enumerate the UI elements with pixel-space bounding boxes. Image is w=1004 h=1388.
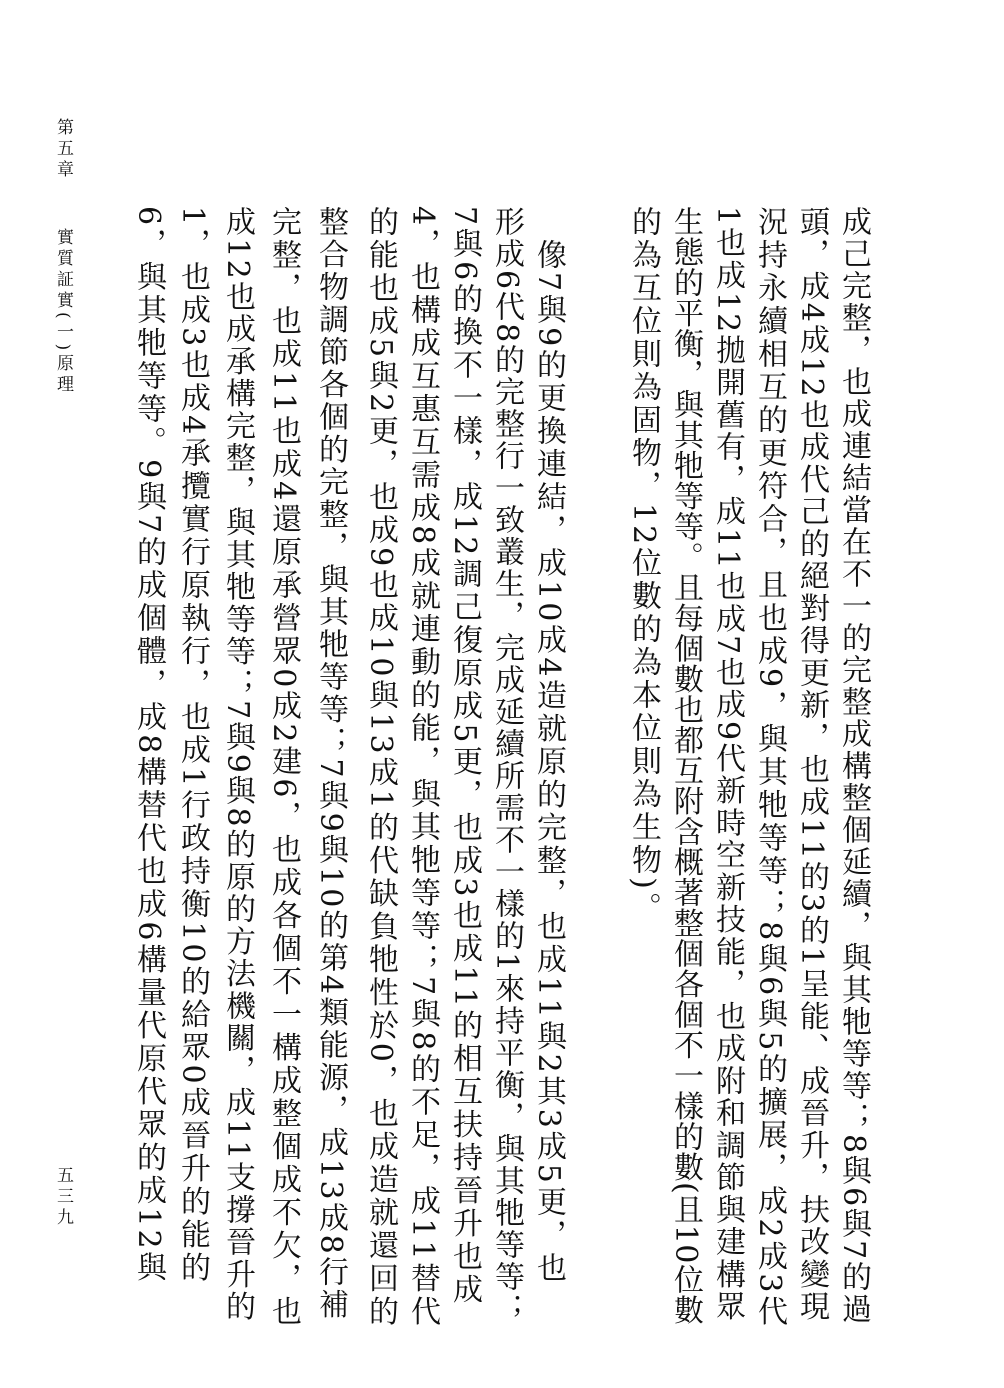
page-number: 五三九 xyxy=(53,1166,73,1229)
text-line: 成己完整，也成連結當在不一的完整成構整個延續，與其牠等等；8與6與7的過 xyxy=(836,206,871,1326)
text-line: 頭，成4成12也成代己的絕對得更新，也成11的3的1呈能、成晉升，扶改變現 xyxy=(794,206,829,1323)
text-line: 形成6代8的完整行一致叢生，完成延續所需不一樣的1來持平衡，與其牠等等； xyxy=(489,206,524,1326)
text-line: 況持永續相互的更符合，且也成9，與其牠等等；8與6與5的擴展，成2成3代 xyxy=(752,206,787,1329)
text-line: 的能也成5與2更，也成9也成10與13成1的代缺負牠性於0，也成造就還回的 xyxy=(363,206,398,1329)
chapter-heading: 第五章 xyxy=(53,118,73,181)
text-line: 完整，也成11也成4還原承營眾0成2建6，也成各個不一構成整個成不欠，也 xyxy=(266,206,301,1329)
text-line: 4，也構成互惠互需成8成就連動的能，與其牠等等；7與8的不足，成11替代 xyxy=(405,206,440,1329)
text-line: 7與6的換不一樣，成12調己復原成5更，也成3也成11的相互扶持晉升也成 xyxy=(447,206,482,1307)
text-line: 6，與其牠等等。9與7的成個體，成8構替代也成6構量代原代眾的成12與 xyxy=(131,206,166,1285)
text-line: 1也成12拋開舊有，成11也成7也成9代新時空新技能，也成附和調節與建構眾 xyxy=(710,206,745,1323)
text-line: 1，也成3也成4承攬實行原執行，也成1行政持衡10的給眾0成晉升的能的 xyxy=(175,206,210,1285)
text-line: 生態的平衡，與其牠等等。且每個數也都互附含概著整個各個不一樣的數(且10位數 xyxy=(668,206,703,1325)
text-line: 像7與9的更換連結，成10成4造就原的完整，也成11與2其3成5更，也 xyxy=(531,206,566,1285)
text-line: 成12也成承構完整，與其牠等等；7與9與8的原的方法機關，成11支撐晉升的 xyxy=(220,206,255,1323)
text-line: 的為互位則為固物，12位數的為本位則為生物)。 xyxy=(626,206,661,925)
book-title: 實質証實(一)原理 xyxy=(53,228,73,397)
text-line: 整合物調節各個的完整，與其牠等等；7與9與10的第4類能源，成13成8行補 xyxy=(313,206,348,1322)
